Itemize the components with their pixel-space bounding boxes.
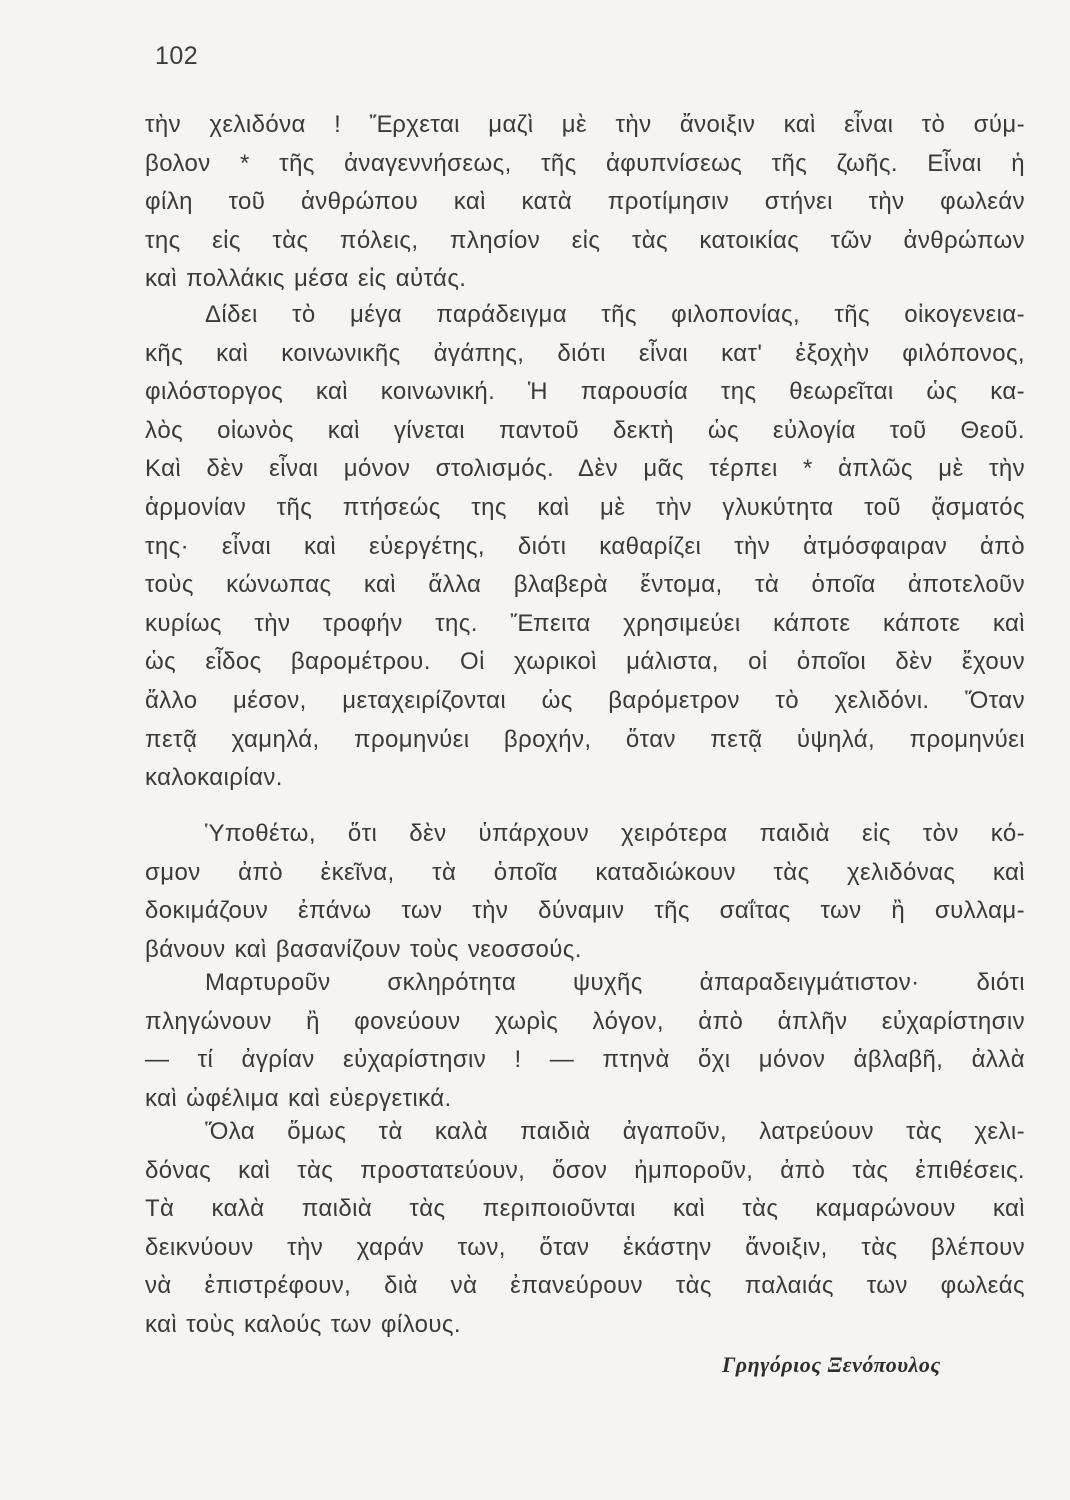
text-line: Μαρτυροῦν σκληρότητα ψυχῆς ἀπαραδειγμάτιστον· διότι [205,969,1025,996]
text-line: της· εἶναι καὶ εὐεργέτης, διότι καθαρίζει τὴν ἀτμόσφαιραν ἀπὸ [145,532,1025,560]
text-line: Τὰ καλὰ παιδιὰ τὰς περιποιοῦνται καὶ τὰς καμαρώνουν καὶ [145,1195,1025,1223]
text-line: νὰ ἐπιστρέφουν, διὰ νὰ ἐπανεύρουν τὰς παλαιάς των φωλεάς [145,1272,1025,1300]
text-line: Καὶ δὲν εἶναι μόνον στολισμός. Δὲν μᾶς τέρπει * ἁπλῶς μὲ τὴν [145,455,1025,483]
text-line: σμον ἀπὸ ἐκεῖνα, τὰ ὁποῖα καταδιώκουν τὰς χελιδόνας καὶ [145,858,1025,886]
text-line: — τί ἀγρίαν εὐχαρίστησιν ! — πτηνὰ ὄχι μόνον ἀβλαβῆ, ἀλλὰ [145,1046,1025,1074]
text-line: πληγώνουν ἢ φονεύουν χωρὶς λόγον, ἀπὸ ἁπλῆν εὐχαρίστησιν [145,1007,1025,1035]
text-line: τοὺς κώνωπας καὶ ἄλλα βλαβερὰ ἔντομα, τὰ ὁποῖα ἀποτελοῦν [145,571,1025,599]
text-line: φίλη τοῦ ἀνθρώπου καὶ κατὰ προτίμησιν στήνει τὴν φωλεάν [145,188,1025,216]
text-line: Ὑποθέτω, ὅτι δὲν ὑπάρχουν χειρότερα παιδιὰ εἰς τὸν κό- [205,820,1025,847]
paragraph-3 [145,815,1025,969]
text-line: ἄλλο μέσον, μεταχειρίζονται ὡς βαρόμετρον τὸ χελιδόνι. Ὅταν [145,686,1025,714]
text-line: βάνουν καὶ βασανίζουν τοὺς νεοσσούς. [145,935,582,963]
text-line: λὸς οἰωνὸς καὶ γίνεται παντοῦ δεκτὴ ὡς εὐλογία τοῦ Θεοῦ. [145,416,1025,444]
text-line: Δίδει τὸ μέγα παράδειγμα τῆς φιλοπονίας, τῆς οἰκογενεια- [205,301,1025,328]
text-line: καὶ τοὺς καλούς των φίλους. [145,1310,461,1338]
text-line: τὴν χελιδόνα ! Ἔρχεται μαζὶ μὲ τὴν ἄνοιξιν καὶ εἶναι τὸ σύμ- [145,111,1025,138]
text-line: δεικνύουν τὴν χαράν των, ὅταν ἑκάστην ἄνοιξιν, τὰς βλέπουν [145,1233,1025,1261]
text-line: δόνας καὶ τὰς προστατεύουν, ὅσον ἠμποροῦν, ἀπὸ τὰς ἐπιθέσεις. [145,1156,1025,1184]
paragraph-2 [145,296,1025,798]
text-line: δοκιμάζουν ἐπάνω των τὴν δύναμιν τῆς σαΐτας των ἢ συλλαμ- [145,897,1025,925]
text-line: καὶ πολλάκις μέσα εἰς αὐτάς. [145,265,467,293]
author-signature: Γρηγόριος Ξενόπουλος [722,1352,941,1377]
text-line: Ὅλα ὅμως τὰ καλὰ παιδιὰ ἀγαποῦν, λατρεύουν τὰς χελι- [205,1118,1025,1145]
text-line: κυρίως τὴν τροφήν της. Ἔπειτα χρησιμεύει κάποτε κάποτε καὶ [145,609,1025,637]
paragraph-4 [145,964,1025,1118]
paragraph-1 [145,106,1025,299]
text-line: της εἰς τὰς πόλεις, πλησίον εἰς τὰς κατοικίας τῶν ἀνθρώπων [145,226,1025,254]
paragraph-5 [145,1113,1025,1345]
text-line: κῆς καὶ κοινωνικῆς ἀγάπης, διότι εἶναι κατ' ἐξοχὴν φιλόπονος, [145,339,1025,367]
page-number: 102 [155,42,199,70]
text-line: πετᾷ χαμηλά, προμηνύει βροχήν, ὅταν πετᾷ ὑψηλά, προμηνύει [145,725,1025,753]
text-line: βολον * τῆς ἀναγεννήσεως, τῆς ἀφυπνίσεως τῆς ζωῆς. Εἶναι ἡ [145,149,1025,177]
text-line: φιλόστοργος καὶ κοινωνική. Ἡ παρουσία της θεωρεῖται ὡς κα- [145,378,1025,406]
text-line: ὡς εἶδος βαρομέτρου. Οἱ χωρικοὶ μάλιστα, οἱ ὁποῖοι δὲν ἔχουν [145,648,1025,676]
text-line: καλοκαιρίαν. [145,764,283,792]
text-line: ἁρμονίαν τῆς πτήσεώς της καὶ μὲ τὴν γλυκύτητα τοῦ ᾄσματός [145,493,1025,521]
text-line: καὶ ὠφέλιμα καὶ εὐεργετικά. [145,1084,452,1112]
